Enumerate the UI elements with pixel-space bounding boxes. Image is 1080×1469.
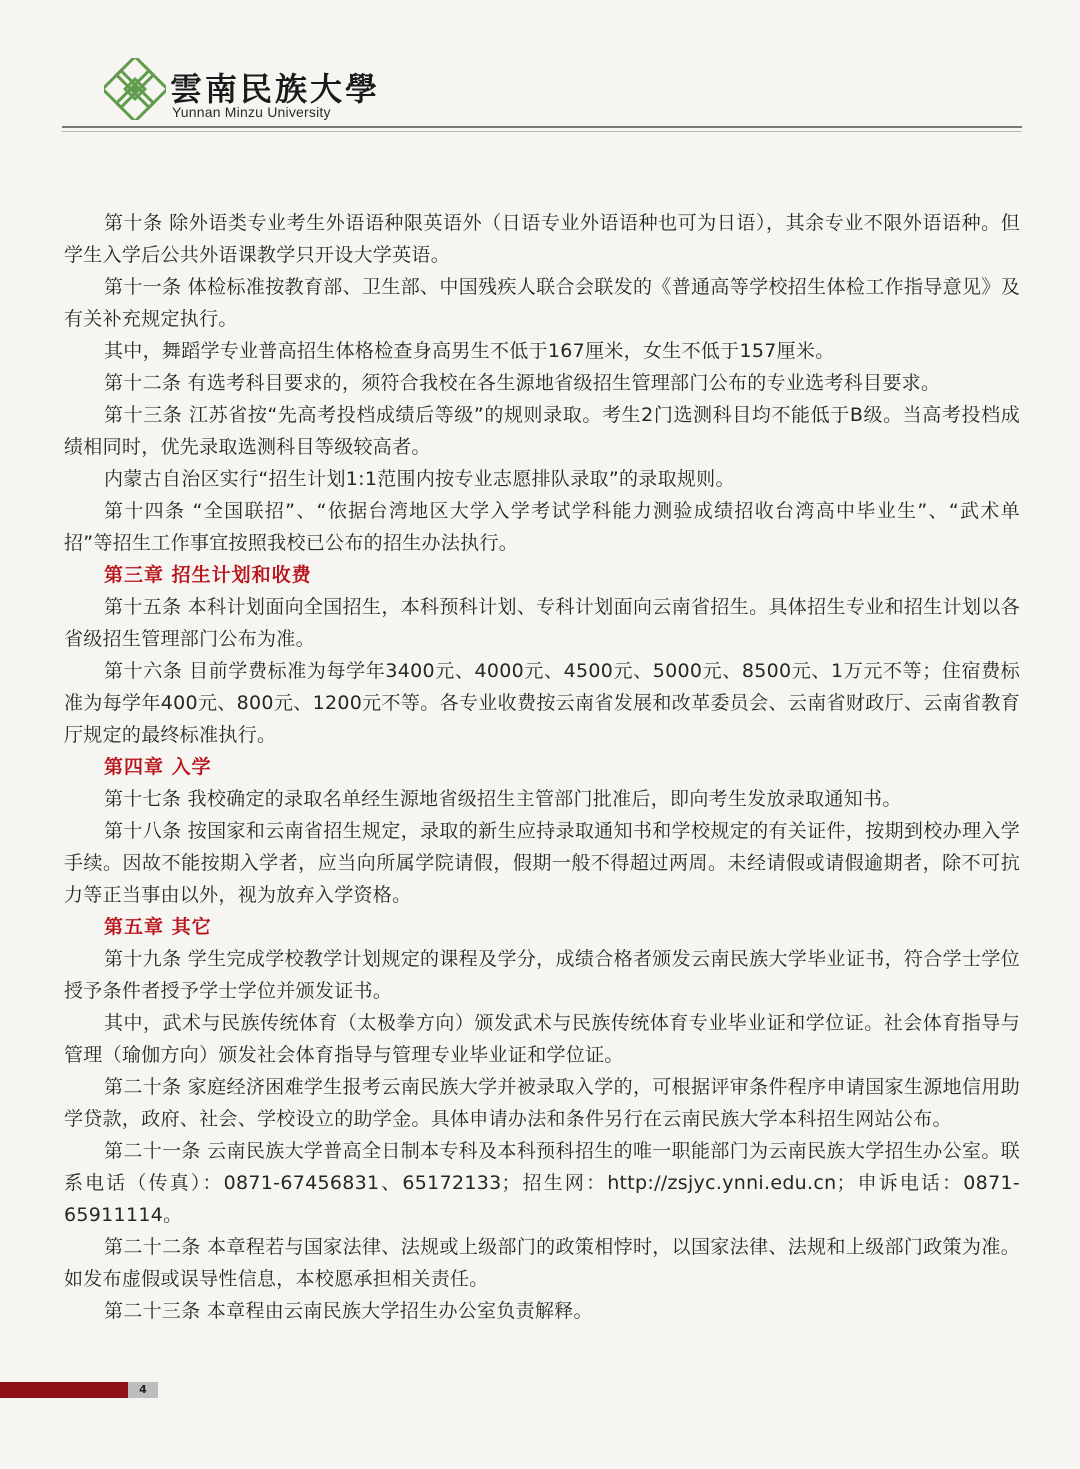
article-10: 第十条 除外语类专业考生外语语种限英语外（日语专业外语语种也可为日语），其余专业不限外语语种。但学生入学后公共外语课教学只开设大学英语。 [64, 212, 1020, 266]
article-11: 第十一条 体检标准按教育部、卫生部、中国残疾人联合会联发的《普通高等学校招生体检工作指导意见》及有关补充规定执行。 [64, 276, 1020, 330]
article-18: 第十八条 按国家和云南省招生规定，录取的新生应持录取通知书和学校规定的有关证件，按期到校办理入学手续。因故不能按期入学者，应当向所属学院请假，假期一般不得超过两周。未经请假或请假逾期者，除不可抗力等正当事由以外，视为放弃入学资格。 [64, 820, 1020, 906]
article-23: 第二十三条 本章程由云南民族大学招生办公室负责解释。 [104, 1300, 593, 1322]
document-body [64, 207, 1020, 1327]
page-number: 4 [128, 1382, 158, 1398]
page-header [0, 0, 1080, 140]
footer-accent-bar [0, 1382, 128, 1398]
article-11-dance-height: 其中，舞蹈学专业普高招生体格检查身高男生不低于167厘米，女生不低于157厘米。 [104, 340, 835, 362]
chapter-5-heading: 第五章 其它 [104, 916, 212, 938]
header-rule [62, 126, 1022, 128]
article-17: 第十七条 我校确定的录取名单经生源地省级招生主管部门批准后，即向考生发放录取通知书。 [104, 788, 902, 810]
university-name-en: Yunnan Minzu University [172, 104, 331, 120]
article-20: 第二十条 家庭经济困难学生报考云南民族大学并被录取入学的，可根据评审条件程序申请国家生源地信用助学贷款，政府、社会、学校设立的助学金。具体申请办法和条件另行在云南民族大学本科招生网站公布。 [64, 1076, 1020, 1130]
article-19: 第十九条 学生完成学校教学计划规定的课程及学分，成绩合格者颁发云南民族大学毕业证书，符合学士学位授予条件者授予学士学位并颁发证书。 [64, 948, 1020, 1002]
chapter-3-heading: 第三章 招生计划和收费 [104, 564, 312, 586]
article-19-sports: 其中，武术与民族传统体育（太极拳方向）颁发武术与民族传统体育专业毕业证和学位证。社会体育指导与管理（瑜伽方向）颁发社会体育指导与管理专业毕业证和学位证。 [64, 1012, 1020, 1066]
article-21: 第二十一条 云南民族大学普高全日制本专科及本科预科招生的唯一职能部门为云南民族大学招生办公室。联系电话（传真）：0871-67456831、65172133；招生网：http://zsjyc.ynni.edu.cn；申诉电话：0871-65911114。 [64, 1140, 1020, 1226]
university-name-cn: 雲南民族大學 [170, 70, 381, 108]
article-15: 第十五条 本科计划面向全国招生，本科预科计划、专科计划面向云南省招生。具体招生专业和招生计划以各省级招生管理部门公布为准。 [64, 596, 1020, 650]
article-14: 第十四条 “全国联招”、“依据台湾地区大学入学考试学科能力测验成绩招收台湾高中毕业生”、“武术单招”等招生工作事宜按照我校已公布的招生办法执行。 [64, 500, 1020, 554]
article-13: 第十三条 江苏省按“先高考投档成绩后等级”的规则录取。考生2门选测科目均不能低于B级。当高考投档成绩相同时，优先录取选测科目等级较高者。 [64, 404, 1020, 458]
chapter-4-heading: 第四章 入学 [104, 756, 212, 778]
article-12: 第十二条 有选考科目要求的，须符合我校在各生源地省级招生管理部门公布的专业选考科目要求。 [104, 372, 941, 394]
knot-emblem-icon [104, 58, 166, 120]
header-rule-thin [62, 131, 1022, 132]
article-22: 第二十二条 本章程若与国家法律、法规或上级部门的政策相悖时，以国家法律、法规和上级部门政策为准。如发布虚假或误导性信息，本校愿承担相关责任。 [64, 1236, 1020, 1290]
article-13-inner-mongolia: 内蒙古自治区实行“招生计划1:1范围内按专业志愿排队录取”的录取规则。 [104, 468, 735, 490]
article-16: 第十六条 目前学费标准为每学年3400元、4000元、4500元、5000元、8500元、1万元不等；住宿费标准为每学年400元、800元、1200元不等。各专业收费按云南省发展和改革委员会、云南省财政厅、云南省教育厅规定的最终标准执行。 [64, 660, 1020, 746]
